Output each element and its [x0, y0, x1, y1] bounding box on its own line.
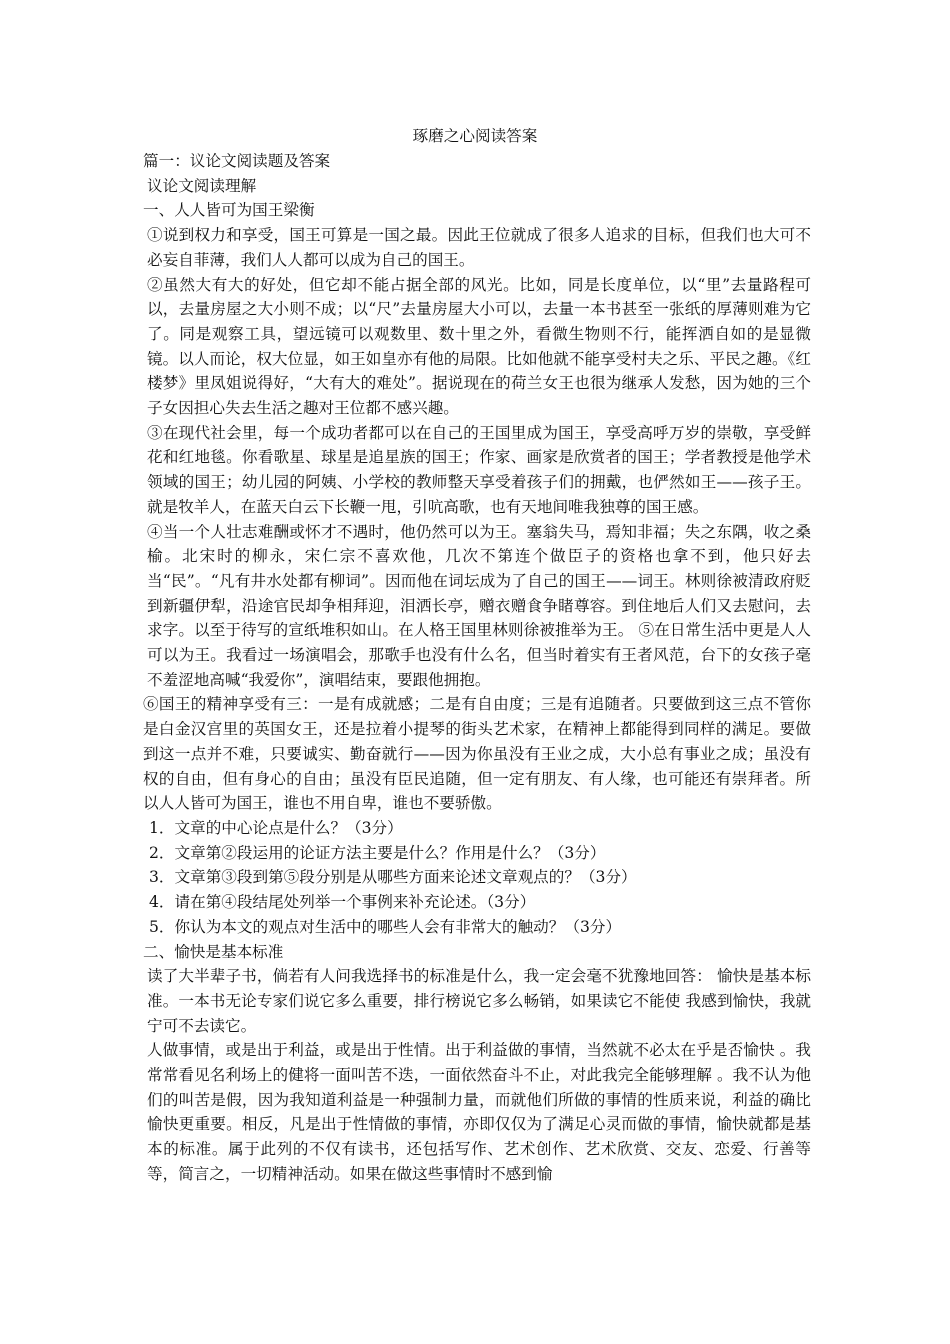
question-5: 5．你认为本文的观点对生活中的哪些人会有非常大的触动？（3分）: [149, 917, 622, 936]
document-body: [143, 149, 811, 1187]
section-heading: 篇一：议论文阅读题及答案: [143, 152, 331, 170]
article1-paragraph-2: ②虽然大有大的好处，但它却不能占据全部的风光。比如，同是长度单位，以“里”去量路程可以，去量房屋之大小则不成；以“尺”去量房屋大小可以，去量一本书甚至一张纸的厚薄则难为它了。同是观察工具，望远镜可以观数里、数十里之外，看微生物则不行，能挥洒自如的是显微镜。以人而论，权大位显，如王如皇亦有他的局限。比如他就不能享受村夫之乐、平民之趣。《红楼梦》里凤姐说得好，“大有大的难处”。据说现在的荷兰女王也很为继承人发愁，因为她的三个子女因担心失去生活之趣对王位都不感兴趣。: [147, 275, 811, 418]
article1-paragraph-4: ④当一个人壮志难酬或怀才不遇时，他仍然可以为王。塞翁失马，焉知非福；失之东隅，收之桑榆。北宋时的柳永，宋仁宗不喜欢他，几次不第连个做臣子的资格也拿不到，他只好去当“民”。“凡有井水处都有柳词”。因而他在词坛成为了自己的国王——词王。林则徐被清政府贬到新疆伊犁，沿途官民却争相拜迎，泪洒长亭，赠衣赠食争睹尊容。到住地后人们又去慰问，去求字。以至于待写的宣纸堆积如山。在人格王国里林则徐被推举为王。 ⑤在日常生活中更是人人可以为王。我看过一场演唱会，那歌手也没有什么名，但当时着实有王者风范，台下的女孩子毫不羞涩地高喊“我爱你”，演唱结束，要跟他拥抱。: [147, 522, 811, 689]
question-1: 1．文章的中心论点是什么？（3分）: [149, 818, 403, 837]
question-3: 3．文章第③段到第⑤段分别是从哪些方面来论述文章观点的？（3分）: [149, 868, 637, 887]
article1-paragraph-6: ⑥国王的精神享受有三：一是有成就感；二是有自由度；三是有追随者。只要做到这三点不管你是白金汉宫里的英国女王，还是拉着小提琴的街头艺术家，在精神上都能得到同样的满足。要做到这一点并不难，只要诚实、勤奋就行——因为你虽没有王业之成，大小总有事业之成；虽没有权的自由，但有身心的自由；虽没有臣民追随，但一定有朋友、有人缘，也可能还有崇拜者。所以人人皆可为国王，谁也不用自卑，谁也不要骄傲。: [143, 695, 811, 813]
question-4: 4．请在第④段结尾处列举一个事例来补充论述。（3分）: [149, 893, 536, 912]
article1-paragraph-3: ③在现代社会里，每一个成功者都可以在自己的王国里成为国王，享受高呼万岁的崇敬，享受鲜花和红地毯。你看歌星、球星是追星族的国王；作家、画家是欣赏者的国王；学者教授是他学术领域的国王；幼儿园的阿姨、小学校的教师整天享受着孩子们的拥戴，也俨然如王——孩子王。就是牧羊人，在蓝天白云下长鞭一甩，引吭高歌，也有天地间唯我独尊的国王感。: [147, 423, 811, 516]
article2-paragraph-2: 人做事情，或是出于利益，或是出于性情。出于利益做的事情，当然就不必太在乎是否愉快 。我常常看见名利场上的健将一面叫苦不迭，一面依然奋斗不止，对此我完全能够理解 。我不认为他们的叫苦是假，因为我知道利益是一种强制力量，而就他们所做的事情的性质来说，利益的确比愉快更重要。相反，凡是出于性情做的事情，亦即仅仅为了满足心灵而做的事情，愉快就都是基本的标准。属于此列的不仅有读书，还包括写作、艺术创作、艺术欣赏、交友、恋爱、行善等等，简言之，一切精神活动。如果在做这些事情时不感到愉: [147, 1041, 811, 1183]
document-title: 琢磨之心阅读答案: [412, 127, 538, 145]
article2-heading: 二、愉快是基本标准: [143, 942, 284, 961]
article2-paragraph-1: 读了大半辈子书，倘若有人问我选择书的标准是什么，我一定会毫不犹豫地回答： 愉快是基本标准。一本书无论专家们说它多么重要，排行榜说它多么畅销，如果读它不能使 我感到愉快，我就宁可不去读它。: [147, 967, 811, 1035]
article1-paragraph-1: ①说到权力和享受，国王可算是一国之最。因此王位就成了很多人追求的目标，但我们也大可不必妄自菲薄，我们人人都可以成为自己的国王。: [147, 226, 811, 269]
article1-heading: 一、人人皆可为国王梁衡: [143, 201, 315, 220]
subheading: 议论文阅读理解: [147, 176, 257, 195]
question-2: 2．文章第②段运用的论证方法主要是什么？作用是什么？（3分）: [149, 843, 606, 862]
